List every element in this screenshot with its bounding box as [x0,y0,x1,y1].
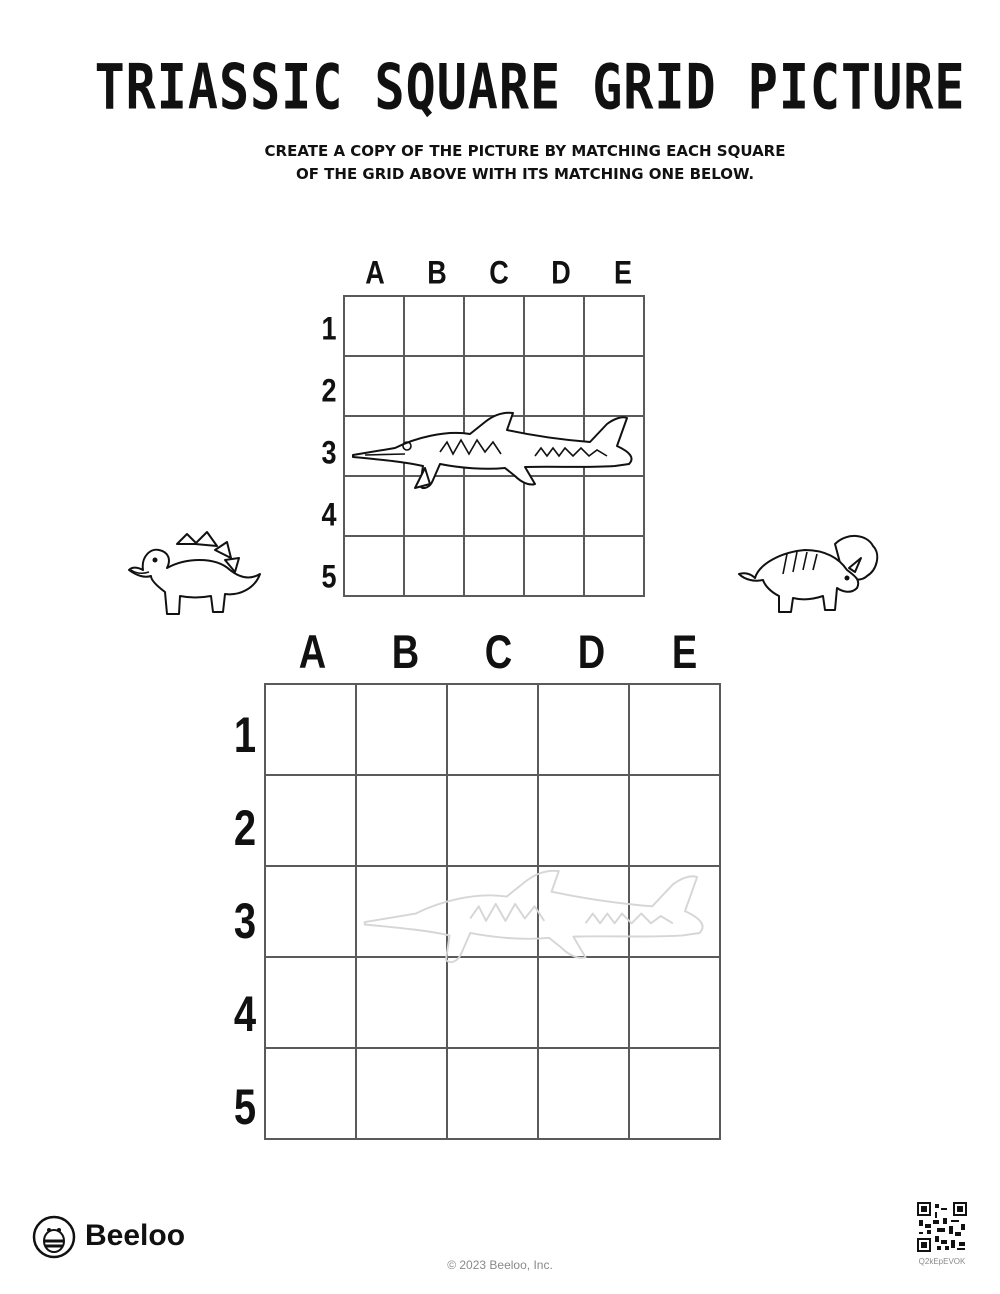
qr-caption: Q2kEpEVOK [918,1257,966,1266]
instructions-line-1: CREATE A COPY OF THE PICTURE BY MATCHING EACH SQUARE [264,142,786,160]
small-row-label-5: 5 [321,558,337,595]
large-row-label-3: 3 [233,894,257,950]
large-row-label-2: 2 [233,801,257,857]
large-row-label-5: 5 [233,1080,257,1136]
small-row-label-4: 4 [321,496,337,533]
small-row-label-1: 1 [321,310,337,347]
brand-name: Beeloo [85,1219,186,1252]
small-col-label-d: D [551,254,571,291]
large-col-label-b: B [391,626,420,680]
large-row-label-4: 4 [233,987,257,1043]
qr-code-icon [917,1202,967,1252]
small-col-label-e: E [613,254,632,291]
ichthyosaur-faint-trace [355,852,725,980]
page-title: TRIASSIC SQUARE GRID PICTURE [94,50,966,124]
bee-logo-icon [32,1215,76,1259]
small-col-label-c: C [489,254,509,291]
large-col-label-d: D [577,626,606,680]
large-col-label-a: A [298,626,327,680]
instructions [0,140,1000,186]
large-row-label-1: 1 [233,708,257,764]
small-col-label-b: B [427,254,447,291]
small-col-label-a: A [365,254,385,291]
small-row-label-3: 3 [321,434,337,471]
instructions-line-2: OF THE GRID ABOVE WITH ITS MATCHING ONE BELOW. [295,165,755,183]
triceratops-icon [735,530,885,622]
stegosaurus-icon [115,530,265,622]
small-row-label-2: 2 [321,372,337,409]
large-col-label-e: E [671,626,698,680]
ichthyosaur-drawing [345,400,650,500]
large-col-label-c: C [484,626,513,680]
copyright-text: © 2023 Beeloo, Inc. [447,1258,553,1272]
